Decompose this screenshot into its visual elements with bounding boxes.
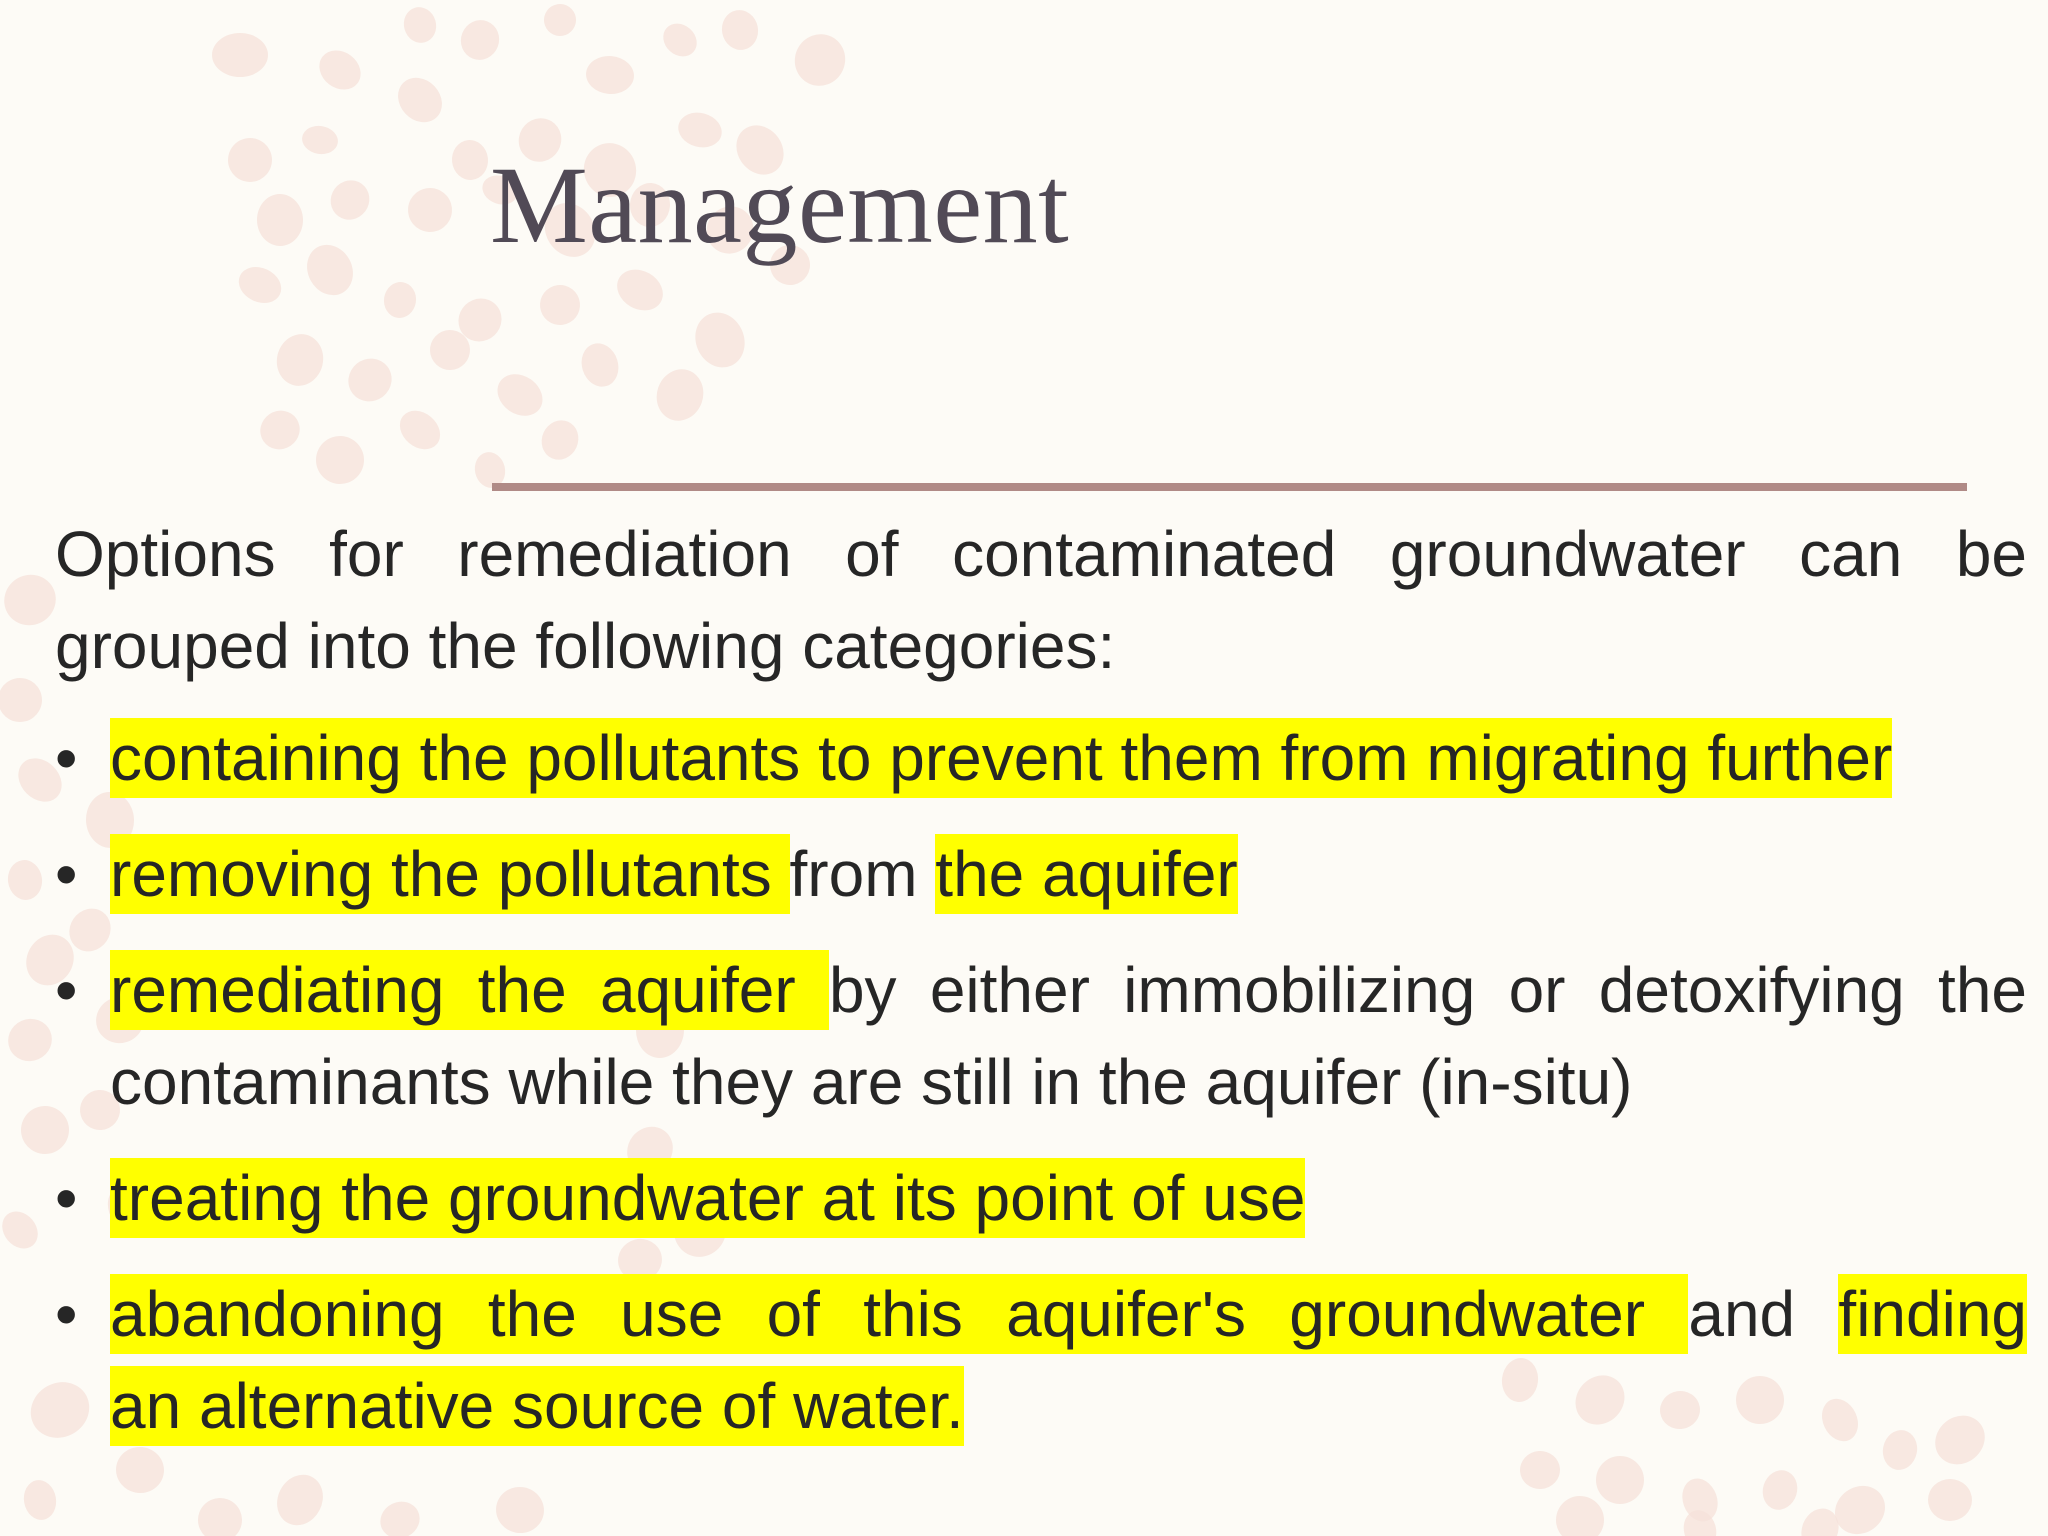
decor-dot	[610, 262, 671, 319]
title-divider	[492, 483, 1967, 491]
decor-dot	[492, 1483, 548, 1536]
decor-dot	[212, 33, 268, 77]
category-item-line	[110, 1036, 2027, 1128]
text-segment: by either immobilizing or detoxifying the	[828, 954, 2028, 1026]
decor-dot	[312, 42, 369, 97]
highlighted-text: treating the groundwater at its point of use	[110, 1158, 1305, 1238]
decor-dot	[0, 675, 45, 725]
highlighted-text: the aquifer	[935, 834, 1237, 914]
decor-dot	[538, 283, 583, 328]
decor-dot	[687, 305, 753, 375]
category-item	[55, 712, 2027, 804]
decor-dot	[1, 1012, 58, 1068]
decor-dot	[657, 17, 704, 63]
decor-dot	[0, 1204, 45, 1255]
category-item-line	[110, 1152, 2027, 1244]
bullet-marker: •	[55, 954, 78, 1026]
bullet-marker: •	[55, 1278, 78, 1350]
highlighted-text: abandoning the use of this aquifer's groundwater	[110, 1274, 1688, 1354]
category-item	[55, 944, 2027, 1128]
highlighted-text: an alternative source of water.	[110, 1366, 964, 1446]
decor-dot	[340, 350, 401, 410]
decor-dot	[323, 173, 377, 228]
text-segment: from	[789, 838, 936, 910]
decor-dot	[489, 366, 550, 425]
decor-dot	[450, 138, 490, 182]
category-item	[55, 828, 2027, 920]
decor-dot	[269, 1467, 332, 1533]
intro-paragraph	[55, 508, 2027, 692]
decor-dot	[298, 237, 361, 304]
intro-line-1: Options for remediation of contaminated groundwater can be	[55, 518, 2027, 590]
highlighted-text: removing the pollutants	[110, 834, 790, 914]
bullet-marker: •	[55, 1162, 78, 1234]
category-list	[55, 712, 2027, 1476]
category-item-line	[110, 1360, 2027, 1452]
bullet-marker: •	[55, 722, 78, 794]
slide-title: Management	[490, 144, 1070, 266]
decor-dot	[538, 0, 582, 42]
category-item	[55, 1152, 2027, 1244]
decor-dot	[400, 3, 441, 46]
decor-dot	[719, 7, 762, 53]
decor-dot	[5, 858, 44, 902]
highlighted-text: remediating the aquifer	[110, 950, 829, 1030]
category-item-line	[110, 828, 2027, 920]
category-item-line	[110, 944, 2027, 1036]
text-segment: contaminants while they are still in the aquifer (in-situ)	[110, 1046, 1633, 1118]
decor-dot	[1928, 1479, 1973, 1522]
category-item	[55, 1268, 2027, 1452]
decor-dot	[257, 194, 304, 247]
decor-dot	[21, 1478, 59, 1523]
decor-dot	[189, 1489, 251, 1536]
decor-dot	[271, 329, 328, 391]
decor-dot	[220, 130, 279, 189]
decor-dot	[392, 403, 448, 457]
category-item-line	[110, 1268, 2027, 1360]
decor-dot	[315, 435, 365, 485]
decor-dot	[535, 414, 584, 465]
decor-dot	[455, 15, 505, 66]
decor-dot	[374, 1495, 426, 1536]
decor-dot	[403, 183, 458, 238]
decor-dot	[300, 123, 340, 157]
decor-dot	[584, 54, 635, 96]
decor-dot	[233, 260, 287, 309]
decor-dot	[576, 339, 624, 392]
intro-line-2: grouped into the following categories:	[55, 610, 1116, 682]
category-item-line	[110, 712, 2027, 804]
decor-dot	[650, 363, 710, 427]
decor-dot	[381, 280, 418, 321]
highlighted-text: finding	[1838, 1274, 2027, 1354]
decor-dot	[389, 69, 451, 131]
decor-dot	[253, 403, 307, 457]
bullet-marker: •	[55, 838, 78, 910]
text-segment: and	[1688, 1278, 1839, 1350]
decor-dot	[786, 26, 854, 95]
highlighted-text: containing the pollutants to prevent them from migrating further	[110, 718, 1892, 798]
